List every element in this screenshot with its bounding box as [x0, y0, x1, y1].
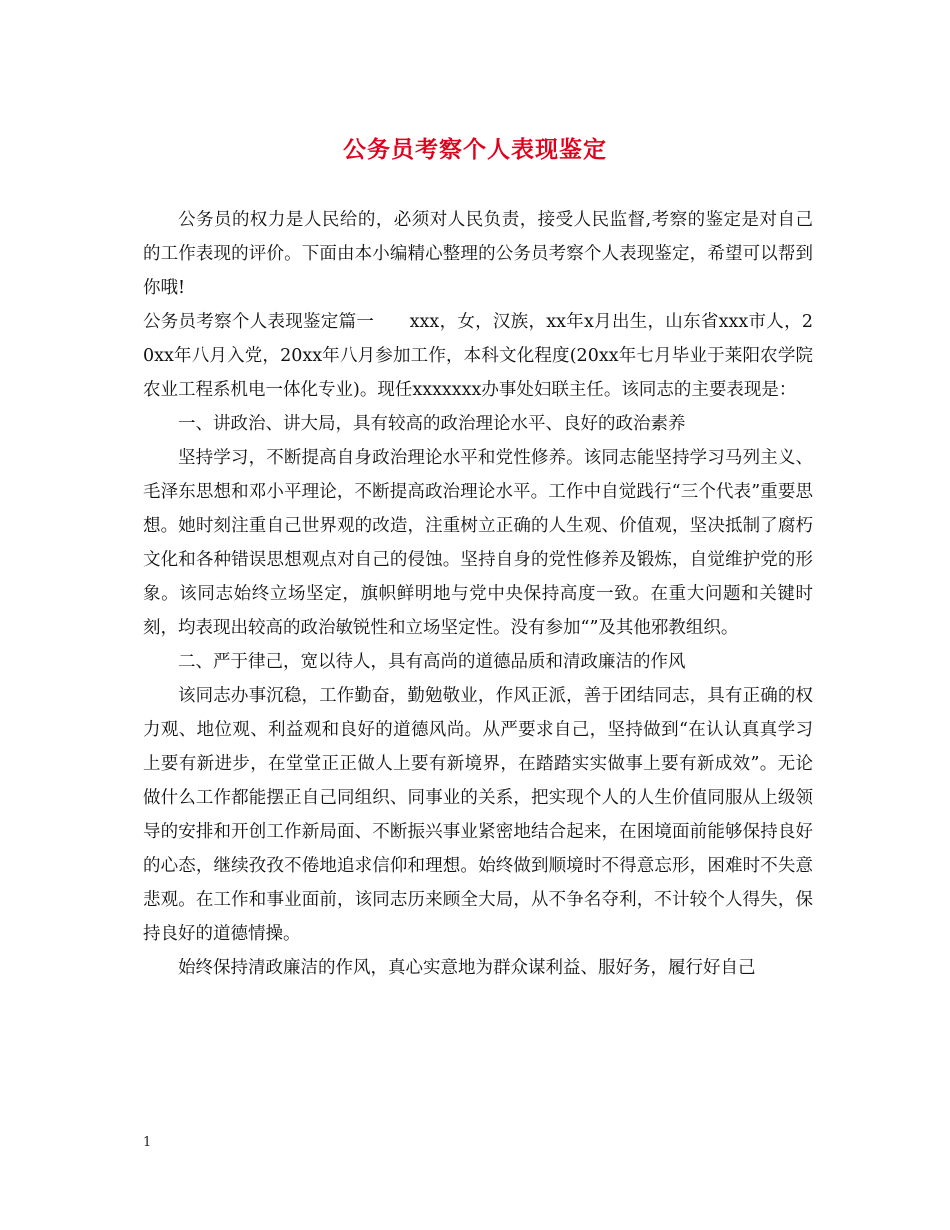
document-body [143, 203, 813, 985]
paragraph-intro: 公务员的权力是人民给的，必须对人民负责，接受人民监督,考察的鉴定是对自己的工作表现的评价。下面由本小编精心整理的公务员考察个人表现鉴定，希望可以帮到你哦! [143, 210, 813, 298]
paragraph-profile: 公务员考察个人表现鉴定篇一 xxx，女，汉族，xx年x月出生，山东省xxx市人，20xx年八月入党，20xx年八月参加工作，本科文化程度(20xx年七月毕业于莱阳农学院农业工程系机电一体化专业)。现任xxxxxxx办事处妇联主任。该同志的主要表现是： [143, 312, 813, 400]
paragraph-integrity: 始终保持清政廉洁的作风，真心实意地为群众谋利益、服好务，履行好自己 [178, 958, 756, 978]
paragraph-politics: 坚持学习，不断提高自身政治理论水平和党性修养。该同志能坚持学习马列主义、毛泽东思想和邓小平理论，不断提高政治理论水平。工作中自觉践行“三个代表”重要思想。她时刻注重自己世界观的改造，注重树立正确的人生观、价值观，坚决抵制了腐朽文化和各种错误思想观点对自己的侵蚀。坚持自身的党性修养及锻炼，自觉维护党的形象。该同志始终立场坚定，旗帜鲜明地与党中央保持高度一致。在重大问题和关键时刻，均表现出较高的政治敏锐性和立场坚定性。没有参加“”及其他邪教组织。 [143, 448, 813, 638]
document-title: 公务员考察个人表现鉴定 [343, 136, 607, 163]
section-heading-discipline: 二、严于律己，宽以待人，具有高尚的道德品质和清政廉洁的作风 [178, 652, 686, 672]
section-heading-politics: 一、讲政治、讲大局，具有较高的政治理论水平、良好的政治素养 [178, 414, 686, 434]
page-number: 1 [143, 1135, 152, 1150]
paragraph-discipline: 该同志办事沉稳，工作勤奋，勤勉敬业，作风正派，善于团结同志，具有正确的权力观、地位观、利益观和良好的道德风尚。从严要求自己，坚持做到“在认认真真学习上要有新进步，在堂堂正正做人上要有新境界，在踏踏实实做事上要有新成效”。无论做什么工作都能摆正自己同组织、同事业的关系，把实现个人的人生价值同服从上级领导的安排和开创工作新局面、不断振兴事业紧密地结合起来，在困境面前能够保持良好的心态，继续孜孜不倦地追求信仰和理想。始终做到顺境时不得意忘形，困难时不失意悲观。在工作和事业面前，该同志历来顾全大局，从不争名夺利，不计较个人得失，保持良好的道德情操。 [143, 686, 813, 944]
